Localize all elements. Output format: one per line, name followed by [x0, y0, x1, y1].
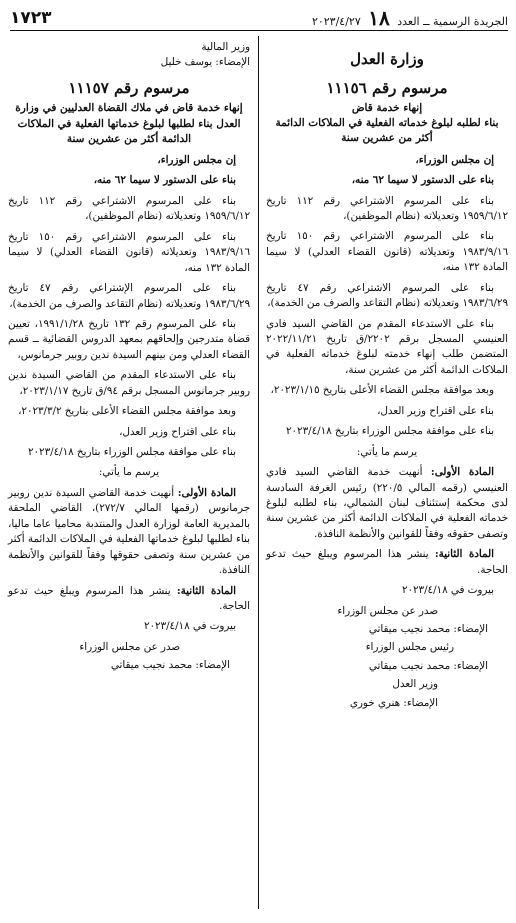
- finance-signature: [8, 40, 250, 71]
- column-divider: [258, 36, 259, 909]
- recital: بناء على الاستدعاء المقدم من القاضي السيدة ندين روبير جرمانوس المسجل برقم ٩٤/ق تاريخ ٢٠٢٣/١/١٧،: [8, 369, 250, 397]
- ministry-title: وزارة العدل: [350, 50, 424, 68]
- signature-block: [266, 604, 508, 712]
- constitution-line: بناء على الدستور لا سيما ٦٢ منه،: [93, 174, 236, 187]
- article-text: ينشر هذا المرسوم ويبلغ حيث تدعو الحاجة.: [8, 584, 250, 612]
- article-text: ينشر هذا المرسوم ويبلغ حيث تدعو الحاجة.: [266, 548, 508, 576]
- decree-subject: إنهاء خدمة قاض في ملاك القضاة العدليين في وزارة العدل بناء لطلبها لبلوغ خدماتها الفعلية في الملاكات الدائمة أكثر من عشرين سنة: [15, 102, 243, 145]
- official-title: وزير العدل: [392, 678, 438, 691]
- recital: بناء على المرسوم الاشتراعي رقم ١١٢ تاريخ ١٩٥٩/٦/١٢ وتعديلاته (نظام الموظفين)،: [8, 194, 250, 223]
- article-label: المادة الثانية:: [176, 584, 236, 597]
- place-date: بيروت في ٢٠٢٣/٤/١٨: [143, 620, 236, 633]
- constitution-line: بناء على الدستور لا سيما ٦٢ منه،: [351, 174, 494, 187]
- recital: بناء على اقتراح وزير العدل،: [377, 404, 494, 417]
- decrees-line: يرسم ما يأتي:: [356, 445, 418, 458]
- recital: وبعد موافقة مجلس القضاء الأعلى بتاريخ ٢٠٢٣/١/١٥،: [270, 384, 494, 397]
- place-date: بيروت في ٢٠٢٣/٤/١٨: [401, 584, 494, 597]
- header-right: [312, 6, 508, 30]
- article-text: أنهيت خدمة القاضي السيد فادي العنيسي (رقمه المالي ٢٢٠/٥) رئيس الغرفة السادسة لدى محكمة إستئناف لبنان الشمالي، بناء لطلبه لبلوغ خدماته الفعلية في الملاكات الدائمة أكثر من عشرين سنة وتصفى حقوقه وفقاً للقوانين والأنظمة النافذة.: [266, 466, 508, 540]
- signature: الإمضاء: هنري خوري: [349, 696, 438, 709]
- recital: وبعد موافقة مجلس القضاء الأعلى بتاريخ ٢٠٢٣/٣/٢،: [18, 405, 236, 418]
- recital: بناء على المرسوم الاشتراعي رقم ١٥٠ تاريخ ١٩٨٣/٩/١٦ وتعديلاته (قانون القضاء العدلي) لا سيما المادة ١٣٢ منه،: [266, 230, 508, 274]
- issue-number: ١٨: [368, 6, 390, 30]
- decrees-line: يرسم ما يأتي:: [98, 466, 160, 479]
- page-number: ١٧٢٣: [10, 8, 52, 28]
- article-label: المادة الأولى:: [430, 466, 494, 479]
- signature: الإمضاء: محمد نجيب ميقاتي: [368, 659, 488, 672]
- article-label: المادة الثانية:: [434, 548, 494, 561]
- recital: بناء على المرسوم الإشتراعي رقم ٤٧ تاريخ ١٩٨٣/٦/٢٩ وتعديلاته (نظام التقاعد والصرف من الخدمة)،: [8, 282, 250, 310]
- decree-subject: [266, 101, 508, 147]
- article-2: [266, 547, 508, 578]
- signature: الإمضاء: يوسف خليل: [160, 56, 250, 69]
- right-column: [266, 36, 508, 714]
- recital: بناء على موافقة مجلس الوزراء بتاريخ ٢٠٢٣/٤/١٨: [286, 425, 494, 438]
- article-text: أنهيت خدمة القاضي السيدة ندين روبير جرمانوس (رقمها المالي ٢٧٢/٧)، القاضي الملحقة بالمديرية العامة لوزارة العدل والمنتدبة محاميا عاما ماليا، بناء لطلبها لبلوغ خدماتها الفعلية في الملاكات الدائمة أكثر من عشرين سنة وتصفى حقوقها وفقاً للقوانين والأنظمة النافذة.: [8, 486, 250, 577]
- signature: الإمضاء: محمد نجيب ميقاتي: [110, 659, 230, 672]
- gazette-title: الجريدة الرسمية ــ العدد: [397, 15, 508, 28]
- decree-number: مرسوم رقم ١١١٥٧: [68, 78, 190, 97]
- issued-line: صدر عن مجلس الوزراء: [79, 640, 180, 653]
- article-2: [8, 584, 250, 615]
- left-column: [8, 36, 250, 677]
- official-title: وزير المالية: [201, 41, 250, 53]
- article-1: [266, 465, 508, 542]
- page-header: [10, 6, 508, 31]
- recital: بناء على المرسوم الاشتراعي رقم ١١٢ تاريخ ١٩٥٩/٦/١٢ وتعديلاته (نظام الموظفين)،: [266, 194, 508, 222]
- signature: الإمضاء: محمد نجيب ميقاتي: [368, 623, 488, 636]
- recital: بناء على الاستدعاء المقدم من القاضي السيد فادي العنيسي المسجل برقم ٢٢٠٢/ق تاريخ ٢٠٢٢/١١/٢١ المتضمن طلب إنهاء خدمته لبلوغ خدماته الفعلية في الملاكات الدائمة أكثر من عشرين سنة،: [266, 317, 509, 376]
- issued-line: صدر عن مجلس الوزراء: [337, 604, 438, 617]
- decree-number: مرسوم رقم ١١١٥٦: [326, 78, 448, 97]
- opening-line: إن مجلس الوزراء،: [415, 153, 494, 166]
- recital: بناء على المرسوم الاشتراعي رقم ١٥٠ تاريخ ١٩٨٣/٩/١٦ وتعديلاته (قانون القضاء العدلي) لا سيما المادة ١٣٢ منه،: [8, 230, 250, 274]
- finance-block: [161, 40, 250, 71]
- decree-subject-line: إنهاء خدمة قاض: [351, 102, 423, 114]
- signature-block: [8, 640, 250, 674]
- recital: بناء على المرسوم رقم ١٣٢ تاريخ ١٩٩١/١/٢٨، تعيين قضاة متدرجين وإلحاقهم بمعهد الدروس القضائية ــ قسم القضاء العدلي ومن بينهم السيدة ندين روبير جرمانوس،: [8, 317, 250, 361]
- recital: بناء على المرسوم الاشتراعي رقم ٤٧ تاريخ ١٩٨٣/٦/٢٩ وتعديلاته (نظام التقاعد والصرف من الخدمة)،: [266, 281, 508, 310]
- opening-line: إن مجلس الوزراء،: [157, 154, 236, 167]
- issue-date: ٢٠٢٣/٤/٢٧: [311, 15, 361, 28]
- article-label: المادة الأولى:: [177, 486, 236, 499]
- official-title: رئيس مجلس الوزراء: [365, 641, 454, 654]
- article-1: [8, 486, 250, 579]
- recital: بناء على اقتراح وزير العدل،: [119, 425, 236, 438]
- decree-subject-line: بناء لطلبه لبلوغ خدماته الفعلية في الملاكات الدائمة أكثر من عشرين سنة: [275, 117, 499, 145]
- recital: بناء على موافقة مجلس الوزراء بتاريخ ٢٠٢٣/٤/١٨: [28, 446, 236, 459]
